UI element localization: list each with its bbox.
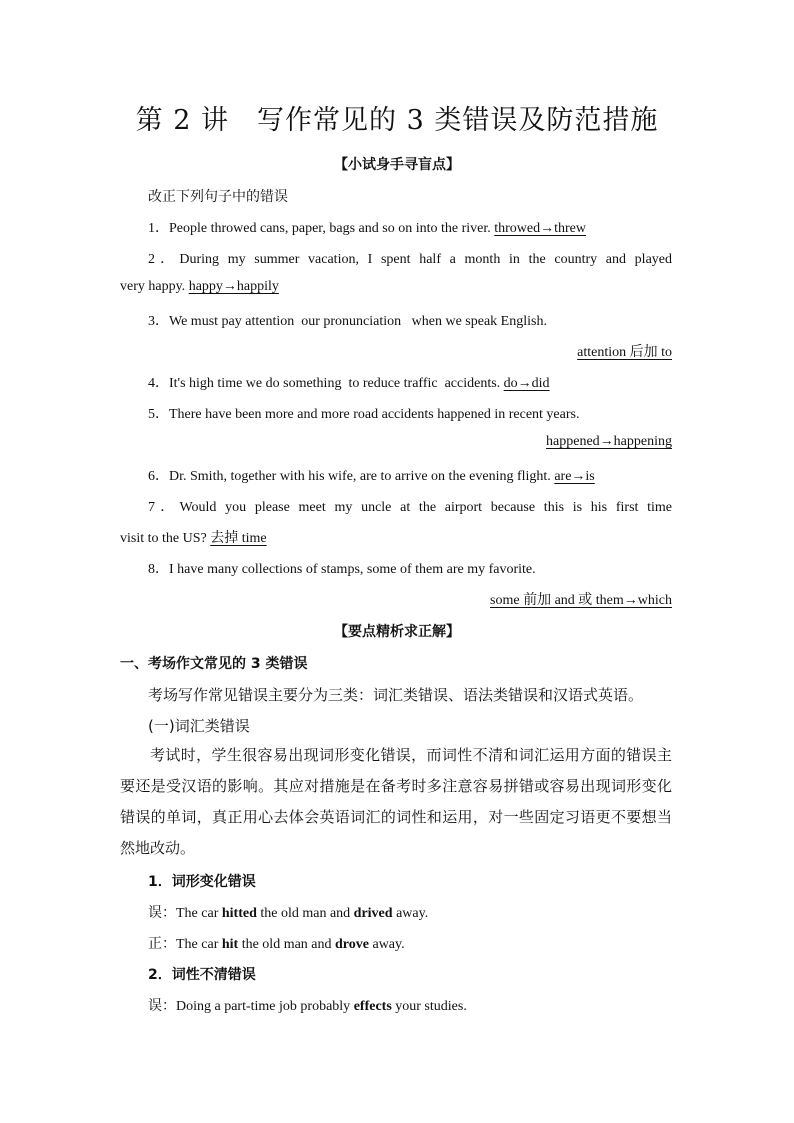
exercise-1 [148,217,672,237]
exercise-text: Dr. Smith, together with his wife, are to arrive on the evening flight. [169,469,551,484]
error-word: hitted [221,906,257,921]
exercise-text: There have been more and more road accidents happened in recent years. [169,407,580,422]
exercise-text: It's high time we do something to reduce traffic accidents. [169,376,501,391]
intro-text: 考场写作常见错误主要分为三类：词汇类错误、语法类错误和汉语式英语。 [148,686,644,704]
exercise-5-answer-line [120,434,672,450]
correct-word: hit [221,937,239,952]
exercise-4 [148,372,672,392]
exercise-5 [148,403,672,423]
exercise-answer: throwed→threw [494,221,587,236]
exercise-number: 4． [148,376,169,391]
exercise-2-line-1 [148,248,672,268]
heading-common-errors: 一、考场作文常见的 3 类错误 [120,656,308,672]
exercise-number: 1． [148,221,169,236]
exercise-8-answer-line [120,589,672,609]
item-word-form-heading: 1．词形变化错误 [148,874,256,890]
error-word: drived [353,906,393,921]
exercise-answer: attention 后加 to [577,345,672,360]
instruction: 改正下列句子中的错误 [148,189,288,205]
exercise-7-line-2 [120,527,672,547]
exercise-text: Would you please meet my uncle at the airport because this is his first time [179,500,673,515]
item-word-form-right [148,933,700,953]
exercise-text: People throwed cans, paper, bags and so on into the river. [169,221,491,236]
exercise-answer: 去掉 time [210,531,267,546]
wrong-label: 误： [148,998,176,1014]
vocabulary-errors-paragraph: 考试时，学生很容易出现词形变化错误，而词性不清和词汇运用方面的错误主要还是受汉语的影响。其应对措施是在备考时多注意容易拼错或容易出现词形变化错误的单词，真正用心去体会英语词汇的词性和运用，对一些固定习语更不要想当然地改动。 [120,746,672,857]
sentence-part: away. [392,906,429,921]
subheading-vocabulary-errors: (一)词汇类错误 [148,717,250,735]
exercise-8 [148,558,672,578]
item-part-of-speech-wrong [148,995,700,1015]
sentence-part: your studies. [391,999,467,1014]
section-heading-analysis: 【要点精析求正解】 [334,624,460,640]
exercise-3-answer-line [120,341,672,361]
exercise-number: 7． [148,500,180,515]
exercise-text: We must pay attention our pronunciation when we speak English. [169,314,547,329]
sentence-part: the old man and [256,906,354,921]
exercise-text: I have many collections of stamps, some of them are my favorite. [169,562,536,577]
sentence-part: the old man and [238,937,336,952]
exercise-6 [148,465,672,485]
sentence-part: The car [176,906,222,921]
exercise-answer: do→did [503,376,550,391]
correct-word: drove [335,937,369,952]
exercise-7-line-1 [148,496,672,516]
page-title: 第 2 讲 写作常见的 3 类错误及防范措施 [135,105,659,136]
sentence-part: Doing a part-time job probably [176,999,354,1014]
exercise-number: 8． [148,562,169,577]
wrong-label: 误： [148,905,176,921]
error-word: effects [353,999,392,1014]
item-word-form-wrong [148,902,700,922]
right-label: 正： [148,936,176,952]
sentence-part: away. [368,937,405,952]
exercise-answer: some 前加 and 或 them→which [490,593,672,608]
exercise-number: 6． [148,469,169,484]
exercise-number: 5． [148,407,169,422]
exercise-text: During my summer vacation, I spent half a month in the country and played [179,252,673,267]
exercise-3 [148,310,672,330]
exercise-number: 3． [148,314,169,329]
exercise-number: 2． [148,252,180,267]
exercise-answer: happened→happening [546,434,672,449]
exercise-2-line-2 [120,279,672,295]
item-part-of-speech-heading: 2．词性不清错误 [148,967,256,983]
exercise-text: visit to the US? [120,531,207,546]
exercise-answer: are→is [554,469,595,484]
section-heading-practice: 【小试身手寻盲点】 [334,157,460,173]
sentence-part: The car [176,937,222,952]
exercise-text: very happy. [120,279,186,294]
exercise-answer: happy→happily [188,279,279,294]
